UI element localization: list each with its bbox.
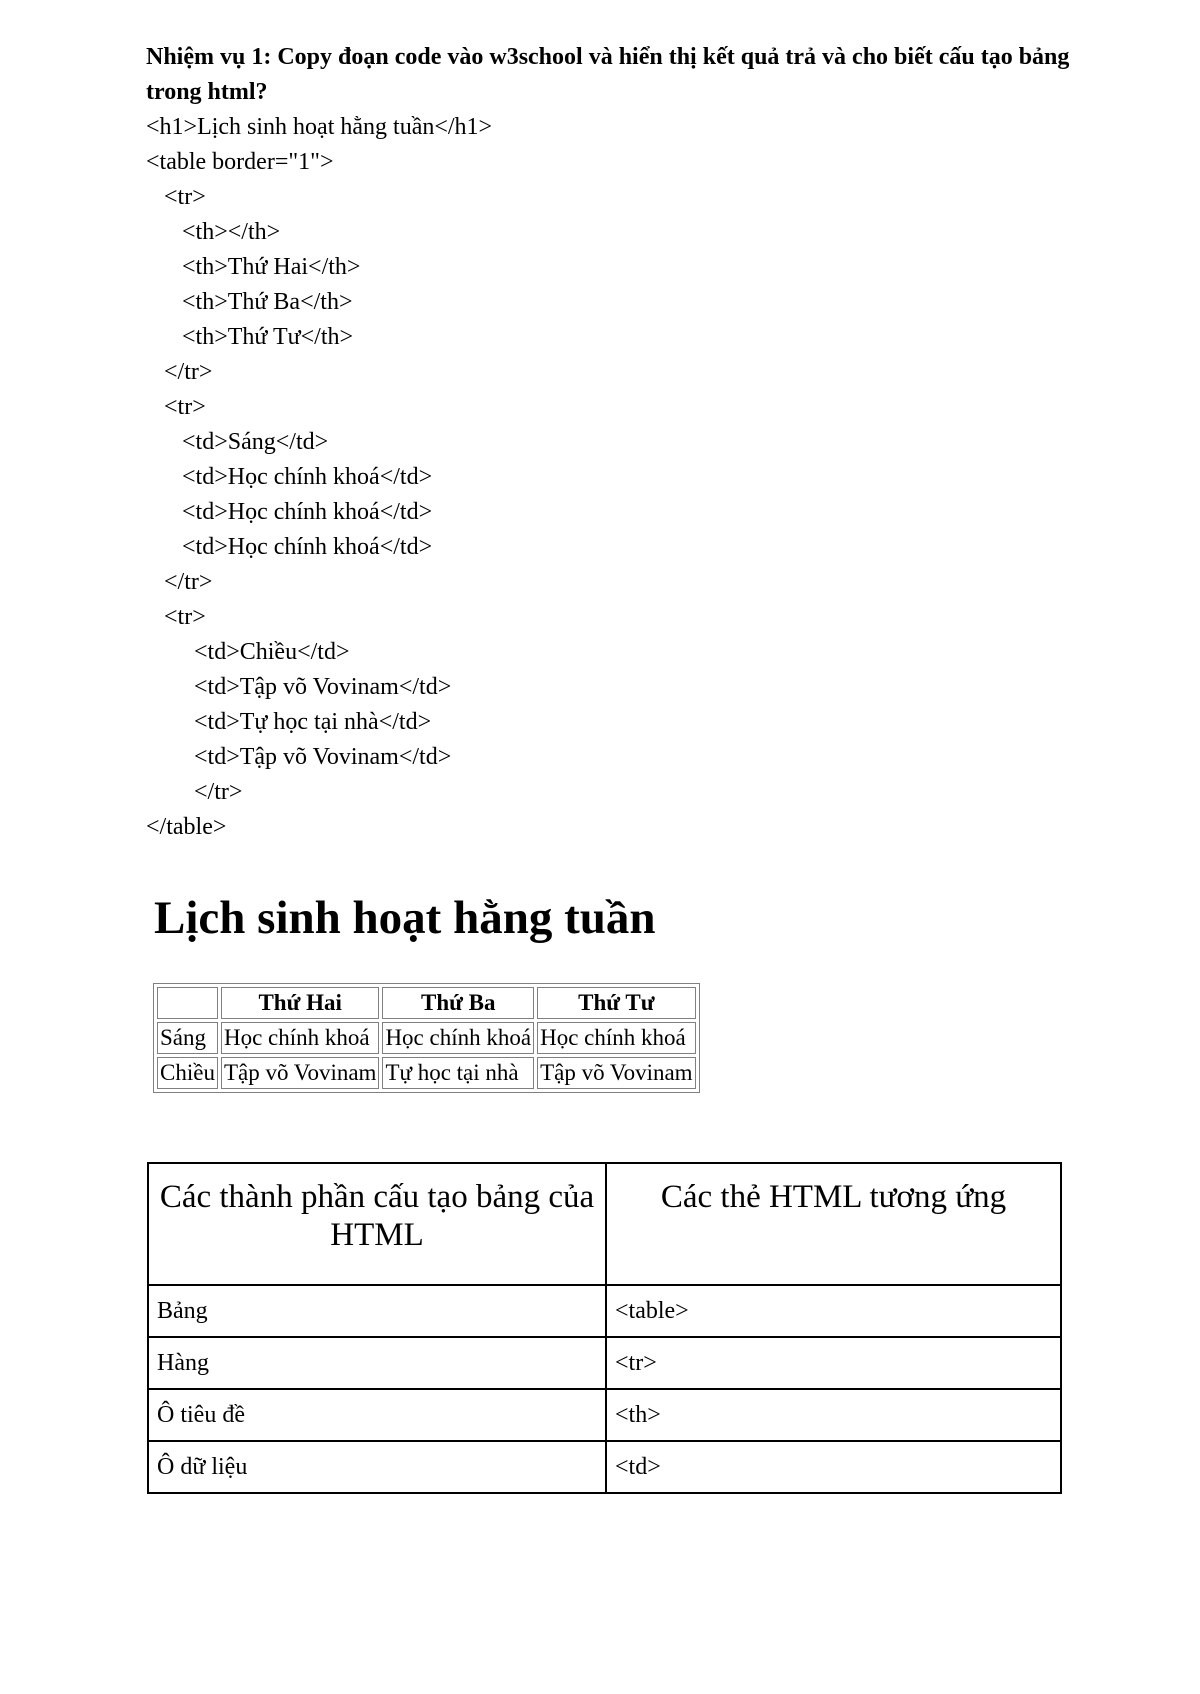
rendered-heading: Lịch sinh hoạt hằng tuần [154, 892, 656, 944]
data-cell: Bảng [148, 1285, 606, 1337]
data-cell: Tập võ Vovinam [537, 1057, 695, 1089]
code-line: <th>Thứ Ba</th> [146, 289, 353, 315]
header-cell [157, 987, 218, 1019]
code-line: <th>Thứ Tư</th> [146, 324, 354, 350]
data-cell: Học chính khoá [221, 1022, 379, 1054]
code-line: <tr> [146, 394, 206, 420]
table-row [157, 987, 696, 1019]
data-cell: Tự học tại nhà [382, 1057, 534, 1089]
data-cell: Sáng [157, 1022, 218, 1054]
data-cell: Tập võ Vovinam [221, 1057, 379, 1089]
code-line: <td>Tập võ Vovinam</td> [146, 674, 452, 700]
code-line: <td>Học chính khoá</td> [146, 534, 433, 560]
table-row [148, 1285, 1061, 1337]
code-line: <tr> [146, 184, 206, 210]
code-line: <td>Tự học tại nhà</td> [146, 709, 432, 735]
code-line: <tr> [146, 604, 206, 630]
header-cell: Các thẻ HTML tương ứng [606, 1163, 1061, 1285]
data-cell: Chiều [157, 1057, 218, 1089]
data-cell: Học chính khoá [537, 1022, 695, 1054]
code-line: <th></th> [146, 219, 281, 245]
code-line: <table border="1"> [146, 149, 334, 175]
header-cell: Thứ Ba [382, 987, 534, 1019]
header-cell: Các thành phần cấu tạo bảng của HTML [148, 1163, 606, 1285]
table-row [157, 1022, 696, 1054]
task-heading: Nhiệm vụ 1: Copy đoạn code vào w3school và hiển thị kết quả trả và cho biết cấu tạo bảng trong html? [146, 44, 1070, 105]
table-row [148, 1389, 1061, 1441]
code-listing [146, 110, 492, 845]
table-row [148, 1441, 1061, 1493]
data-cell: <table> [606, 1285, 1061, 1337]
code-line: </table> [146, 814, 227, 840]
rendered-schedule-table [153, 983, 700, 1093]
data-cell: <td> [606, 1441, 1061, 1493]
table-row [148, 1163, 1061, 1285]
data-cell: Hàng [148, 1337, 606, 1389]
code-line: <td>Sáng</td> [146, 429, 329, 455]
data-cell: <tr> [606, 1337, 1061, 1389]
code-line: <h1>Lịch sinh hoạt hằng tuần</h1> [146, 114, 493, 140]
data-cell: <th> [606, 1389, 1061, 1441]
data-cell: Học chính khoá [382, 1022, 534, 1054]
header-cell: Thứ Hai [221, 987, 379, 1019]
table-row [148, 1337, 1061, 1389]
code-line: <th>Thứ Hai</th> [146, 254, 361, 280]
code-line: <td>Học chính khoá</td> [146, 464, 433, 490]
code-line: </tr> [146, 359, 213, 385]
table-row [157, 1057, 696, 1089]
code-line: </tr> [146, 779, 243, 805]
html-table-structure-summary [147, 1162, 1062, 1494]
code-line: <td>Chiều</td> [146, 639, 350, 665]
header-cell: Thứ Tư [537, 987, 695, 1019]
data-cell: Ô dữ liệu [148, 1441, 606, 1493]
data-cell: Ô tiêu đề [148, 1389, 606, 1441]
code-line: <td>Học chính khoá</td> [146, 499, 433, 525]
code-line: <td>Tập võ Vovinam</td> [146, 744, 452, 770]
code-line: </tr> [146, 569, 213, 595]
